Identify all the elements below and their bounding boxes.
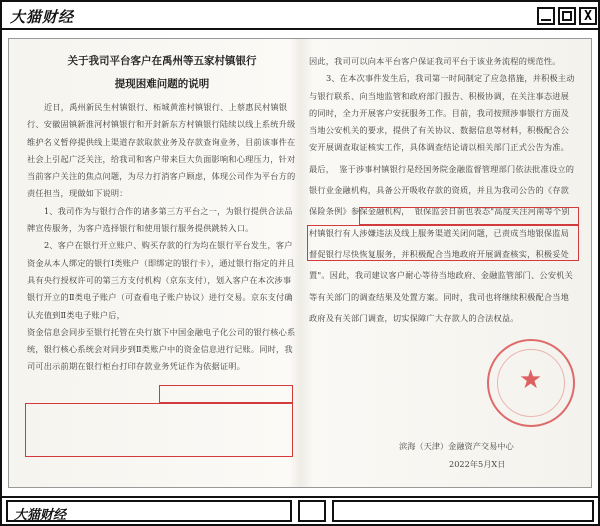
document-title-line2: 提现困难问题的说明 (114, 78, 210, 90)
document-left-column (27, 53, 297, 376)
document-viewport (8, 38, 592, 488)
minimize-button[interactable] (537, 7, 555, 25)
scanned-document (9, 39, 592, 488)
right-highlighted-text: 鉴于涉事村镇银行是经国务院金融监督管理部门依法批准设立的银行业金融机构，具备公开吸收存款的资质，并且为我司公告的《存款保险条例》参保金融机构， (309, 163, 575, 217)
left-highlighted-text: 资金信息会同步至银行托管在央行旗下中国金融电子化公司的银行核心系统，银行核心系统会对同步到Ⅱ类账户中的资金信息进行记账。同时，我司可出示前期在银行柜台打印存款业务凭证作为依据证明。 (27, 326, 296, 372)
footer-title: 大猫财经 (14, 508, 67, 523)
footer-bar (2, 496, 598, 524)
signature-block (399, 437, 514, 473)
seal-star-icon: ★ (519, 365, 543, 395)
minimize-icon (541, 19, 551, 21)
official-seal (487, 339, 575, 427)
document-date: 2022年5月X日 (449, 459, 506, 469)
right-paragraph: 最后， (309, 163, 335, 174)
right-paragraph: 银保监会日前也表态"高度关注河南等个别村镇银行有人涉嫌违法及线上服务渠道关闭问题，已责成当地银保监局督促银行尽快恢复服务，并积极配合当地政府开展调查核实，积极妥处置"。因此，我司建议客户耐心等待当地政府、金融监管部门、公安机关等有关部门的调查结果及处置方案。同时，我司也将继续积极配合当地政府及有关部门调查，切实保障广大存款人的合法权益。 (309, 206, 573, 323)
signer-name: 滨海（天津）金融资产交易中心 (399, 441, 514, 451)
close-icon: X (584, 8, 592, 24)
close-button[interactable] (579, 7, 597, 25)
right-paragraph: 因此，我司可以向本平台客户保证我司平台于该业务流程的规范性。 (309, 56, 561, 66)
left-paragraph: 2、客户在银行开立账户、购买存款的行为均在银行平台发生，客户资金从本人绑定的银行Ⅰ类账户（即绑定的银行卡），通过银行指定的并且具有央行授权许可的第三方支付机构（京东支付），划入客户在本次涉事银行开立的Ⅱ类电子账户（可查看电子账户协议）进行交易。京东支付确认充值到Ⅱ类电子账户后， (27, 240, 295, 320)
footer-small-cell (298, 500, 326, 522)
footer-title-cell (6, 500, 292, 522)
title-bar (2, 2, 598, 30)
maximize-button[interactable] (558, 7, 576, 25)
highlight-box (159, 385, 293, 403)
document-right-column (309, 53, 577, 327)
document-title-line1: 关于我司平台客户在禹州等五家村镇银行 (67, 55, 257, 67)
highlight-box (25, 403, 293, 457)
left-paragraph: 1、我司作为与银行合作的诸多第三方平台之一，为银行提供合法品牌宣传服务，为客户选择银行和使用银行服务提供跳转入口。 (27, 205, 293, 234)
window-title: 大猫财经 (10, 8, 75, 26)
highlight-box (307, 225, 579, 261)
footer-wide-cell (332, 500, 594, 522)
left-paragraph: 近日，禹州新民生村镇银行、柘城黄淮村镇银行、上蔡惠民村镇银行、安徽固镇新淮河村镇银行和开封新东方村镇银行陆续以线上系统升级维护名义暂停提供线上渠道存款取款业务及存款查询业务，目前该事件在社会上引起广泛关注，给我司和客户带来巨大负面影响和心理压力，针对当前客户关注的焦点问题，为尽力打消客户顾虑，体现公司作为平台方的责任担当，现做如下说明： (27, 102, 296, 199)
right-paragraph: 3、在本次事件发生后，我司第一时间制定了应急措施，并积极主动与银行联系、向当地监管和政府部门报告、积极协调，在关注事态进展的同时，全力开展客户安抚服务工作。目前，我司按照涉事银行方面及当地公安机关的要求，提供了有关协议、数据信息等材料，积极配合公安开展调查取证核实工作，具体调查结论请以相关部门正式公告为准。 (309, 73, 575, 153)
highlight-box (359, 207, 579, 225)
maximize-icon (562, 11, 572, 21)
